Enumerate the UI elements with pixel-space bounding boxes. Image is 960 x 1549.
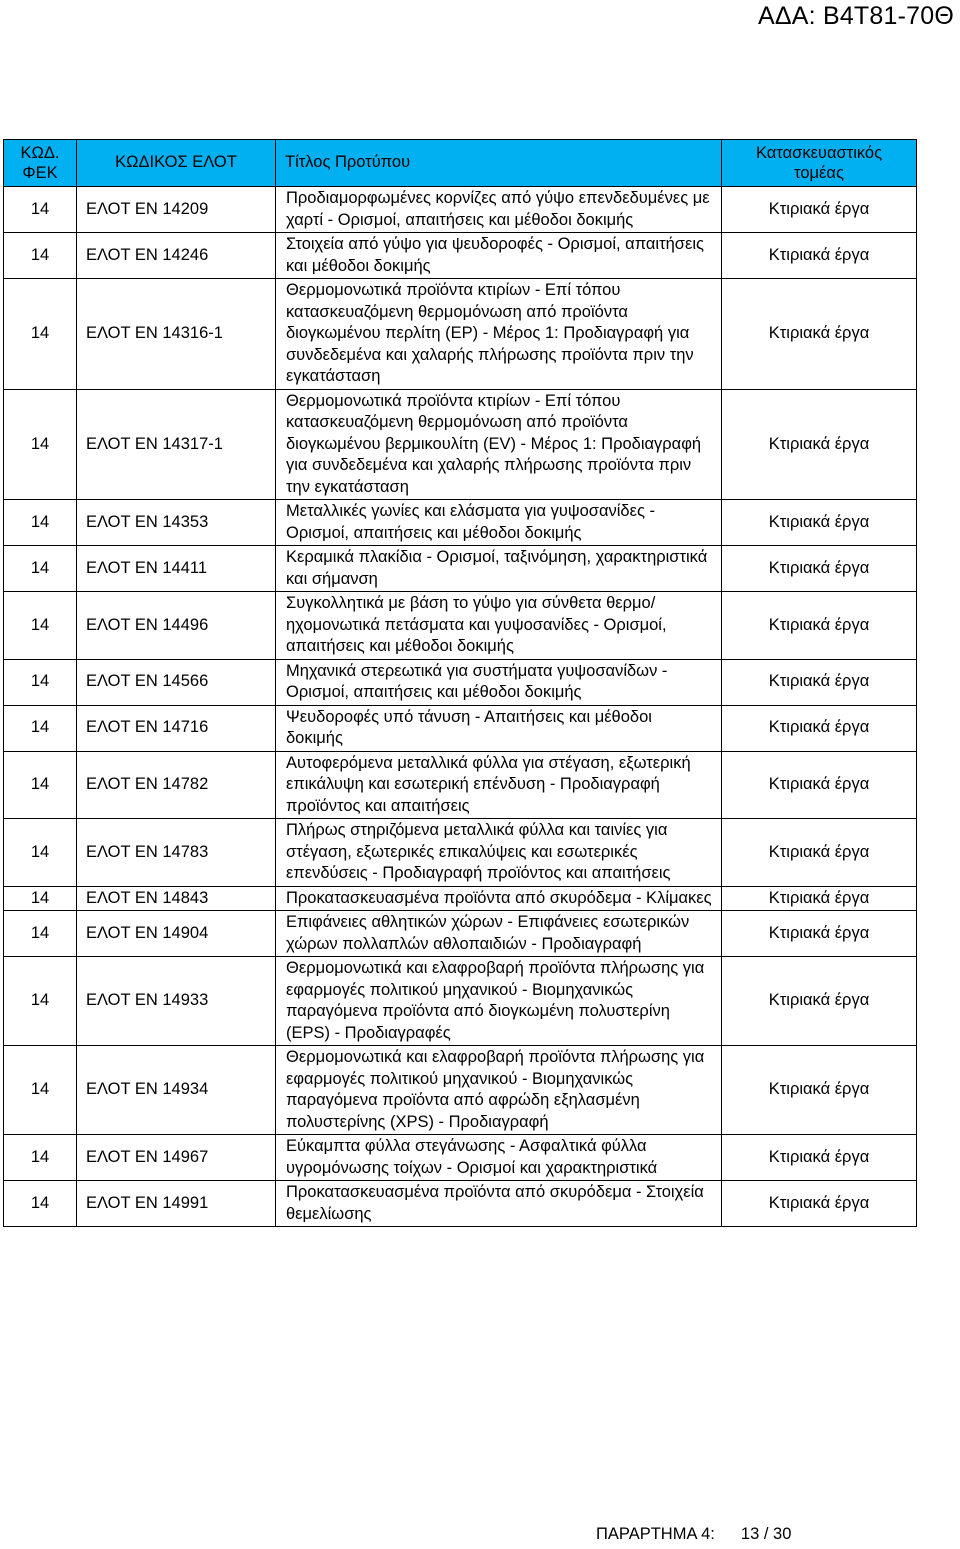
title-cell: Μεταλλικές γωνίες και ελάσματα για γυψοσανίδες - Ορισμοί, απαιτήσεις και μέθοδοι δοκιμής	[276, 500, 722, 546]
sector-cell: Κτιριακά έργα	[722, 187, 917, 233]
elot-code-cell: ΕΛΟΤ EN 14209	[77, 187, 276, 233]
title-cell: Στοιχεία από γύψο για ψευδοροφές - Ορισμοί, απαιτήσεις και μέθοδοι δοκιμής	[276, 233, 722, 279]
elot-code-cell: ΕΛΟΤ EN 14934	[77, 1046, 276, 1135]
table-row	[4, 911, 917, 957]
sector-cell: Κτιριακά έργα	[722, 886, 917, 911]
sector-cell: Κτιριακά έργα	[722, 592, 917, 660]
fek-cell: 14	[4, 819, 77, 887]
header-fek-code	[4, 140, 77, 187]
elot-code-cell: ΕΛΟΤ EN 14246	[77, 233, 276, 279]
fek-cell: 14	[4, 1046, 77, 1135]
title-cell: Κεραμικά πλακίδια - Ορισμοί, ταξινόμηση, χαρακτηριστικά και σήμανση	[276, 546, 722, 592]
elot-code-cell: ΕΛΟΤ EN 14933	[77, 957, 276, 1046]
table-row	[4, 659, 917, 705]
table-row	[4, 886, 917, 911]
title-cell: Συγκολλητικά με βάση το γύψο για σύνθετα θερμο/ηχομονωτικά πετάσματα και γυψοσανίδες - Ορισμοί, απαιτήσεις και μέθοδοι δοκιμής	[276, 592, 722, 660]
elot-code-cell: ΕΛΟΤ EN 14967	[77, 1135, 276, 1181]
elot-code-cell: ΕΛΟΤ EN 14843	[77, 886, 276, 911]
header-fek-line-2: ΦΕΚ	[22, 164, 58, 182]
title-cell: Αυτοφερόμενα μεταλλικά φύλλα για στέγαση, εξωτερική επικάλυψη και εσωτερική επένδυση - Προδιαγραφή προϊόντος και απαιτήσεις	[276, 751, 722, 819]
sector-cell: Κτιριακά έργα	[722, 751, 917, 819]
elot-code-cell: ΕΛΟΤ EN 14782	[77, 751, 276, 819]
fek-cell: 14	[4, 751, 77, 819]
title-cell: Ψευδοροφές υπό τάνυση - Απαιτήσεις και μέθοδοι δοκιμής	[276, 705, 722, 751]
header-standard-title: Τίτλος Προτύπου	[276, 140, 722, 187]
annex-label: ΠΑΡΑΡΤΗΜΑ 4:	[596, 1525, 715, 1543]
fek-cell: 14	[4, 592, 77, 660]
header-construction-sector	[722, 140, 917, 187]
fek-cell: 14	[4, 911, 77, 957]
header-fek-line-1: ΚΩΔ.	[20, 144, 60, 162]
elot-code-cell: ΕΛΟΤ EN 14496	[77, 592, 276, 660]
sector-cell: Κτιριακά έργα	[722, 911, 917, 957]
fek-cell: 14	[4, 389, 77, 500]
sector-cell: Κτιριακά έργα	[722, 1181, 917, 1227]
fek-cell: 14	[4, 187, 77, 233]
elot-code-cell: ΕΛΟΤ EN 14411	[77, 546, 276, 592]
title-cell: Επιφάνειες αθλητικών χώρων - Επιφάνειες εσωτερικών χώρων πολλαπλών αθλοπαιδιών - Προδιαγραφή	[276, 911, 722, 957]
elot-code-cell: ΕΛΟΤ EN 14783	[77, 819, 276, 887]
table-header-row	[4, 140, 917, 187]
sector-cell: Κτιριακά έργα	[722, 500, 917, 546]
table-row	[4, 187, 917, 233]
title-cell: Θερμομονωτικά προϊόντα κτιρίων - Επί τόπου κατασκευαζόμενη θερμομόνωση από προϊόντα διογκωμένου βερμικουλίτη (EV) - Μέρος 1: Προδιαγραφή για συνδεδεμένα και χαλαρής πλήρωσης προϊόντα πριν την εγκατάσταση	[276, 389, 722, 500]
fek-cell: 14	[4, 279, 77, 390]
elot-code-cell: ΕΛΟΤ EN 14991	[77, 1181, 276, 1227]
table-row	[4, 546, 917, 592]
sector-cell: Κτιριακά έργα	[722, 705, 917, 751]
title-cell: Μηχανικά στερεωτικά για συστήματα γυψοσανίδων - Ορισμοί, απαιτήσεις και μέθοδοι δοκιμής	[276, 659, 722, 705]
header-sector-line-1: Κατασκευαστικός	[755, 144, 883, 162]
fek-cell: 14	[4, 1181, 77, 1227]
header-elot-code: ΚΩΔΙΚΟΣ ΕΛΟΤ	[77, 140, 276, 187]
sector-cell: Κτιριακά έργα	[722, 279, 917, 390]
elot-code-cell: ΕΛΟΤ EN 14317-1	[77, 389, 276, 500]
title-cell: Πλήρως στηριζόμενα μεταλλικά φύλλα και ταινίες για στέγαση, εξωτερικές επικαλύψεις και εσωτερικές επενδύσεις - Προδιαγραφή προϊόντος και απαιτήσεις	[276, 819, 722, 887]
standards-table	[3, 139, 917, 1227]
table-row	[4, 1135, 917, 1181]
title-cell: Προκατασκευασμένα προϊόντα από σκυρόδεμα - Κλίμακες	[276, 886, 722, 911]
table-row	[4, 957, 917, 1046]
page-number: 13 / 30	[740, 1525, 792, 1543]
table-row	[4, 705, 917, 751]
title-cell: Θερμομονωτικά και ελαφροβαρή προϊόντα πλήρωσης για εφαρμογές πολιτικού μηχανικού - Βιομηχανικώς παραγόμενα προϊόντα από αφρώδη εξηλασμένη πολυστερίνης (XPS) - Προδιαγραφή	[276, 1046, 722, 1135]
table-row	[4, 751, 917, 819]
table-row	[4, 233, 917, 279]
sector-cell: Κτιριακά έργα	[722, 957, 917, 1046]
title-cell: Εύκαμπτα φύλλα στεγάνωσης - Ασφαλτικά φύλλα υγρομόνωσης τοίχων - Ορισμοί και χαρακτηριστικά	[276, 1135, 722, 1181]
sector-cell: Κτιριακά έργα	[722, 389, 917, 500]
page-footer	[596, 1525, 791, 1544]
sector-cell: Κτιριακά έργα	[722, 659, 917, 705]
table-row	[4, 1046, 917, 1135]
sector-cell: Κτιριακά έργα	[722, 1046, 917, 1135]
elot-code-cell: ΕΛΟΤ EN 14316-1	[77, 279, 276, 390]
table-row	[4, 1181, 917, 1227]
fek-cell: 14	[4, 233, 77, 279]
title-cell: Θερμομονωτικά προϊόντα κτιρίων - Επί τόπου κατασκευαζόμενη θερμομόνωση από προϊόντα διογκωμένου περλίτη (EP) - Μέρος 1: Προδιαγραφή για συνδεδεμένα και χαλαρής πλήρωσης προϊόντα πριν την εγκατάσταση	[276, 279, 722, 390]
table-row	[4, 279, 917, 390]
table-row	[4, 389, 917, 500]
elot-code-cell: ΕΛΟΤ EN 14716	[77, 705, 276, 751]
elot-code-cell: ΕΛΟΤ EN 14353	[77, 500, 276, 546]
fek-cell: 14	[4, 500, 77, 546]
title-cell: Προδιαμορφωμένες κορνίζες από γύψο επενδεδυμένες με χαρτί - Ορισμοί, απαιτήσεις και μέθοδοι δοκιμής	[276, 187, 722, 233]
table-row	[4, 592, 917, 660]
fek-cell: 14	[4, 1135, 77, 1181]
fek-cell: 14	[4, 886, 77, 911]
sector-cell: Κτιριακά έργα	[722, 1135, 917, 1181]
sector-cell: Κτιριακά έργα	[722, 546, 917, 592]
fek-cell: 14	[4, 957, 77, 1046]
sector-cell: Κτιριακά έργα	[722, 819, 917, 887]
title-cell: Θερμομονωτικά και ελαφροβαρή προϊόντα πλήρωσης για εφαρμογές πολιτικού μηχανικού - Βιομηχανικώς παραγόμενα προϊόντα από διογκωμένη πολυστερίνη (EPS) - Προδιαγραφές	[276, 957, 722, 1046]
elot-code-cell: ΕΛΟΤ EN 14904	[77, 911, 276, 957]
fek-cell: 14	[4, 705, 77, 751]
fek-cell: 14	[4, 659, 77, 705]
header-sector-line-2: τομέας	[794, 164, 844, 182]
elot-code-cell: ΕΛΟΤ EN 14566	[77, 659, 276, 705]
sector-cell: Κτιριακά έργα	[722, 233, 917, 279]
fek-cell: 14	[4, 546, 77, 592]
table-row	[4, 819, 917, 887]
ada-code: ΑΔΑ: Β4Τ81-70Θ	[758, 2, 954, 30]
table-row	[4, 500, 917, 546]
title-cell: Προκατασκευασμένα προϊόντα από σκυρόδεμα - Στοιχεία θεμελίωσης	[276, 1181, 722, 1227]
